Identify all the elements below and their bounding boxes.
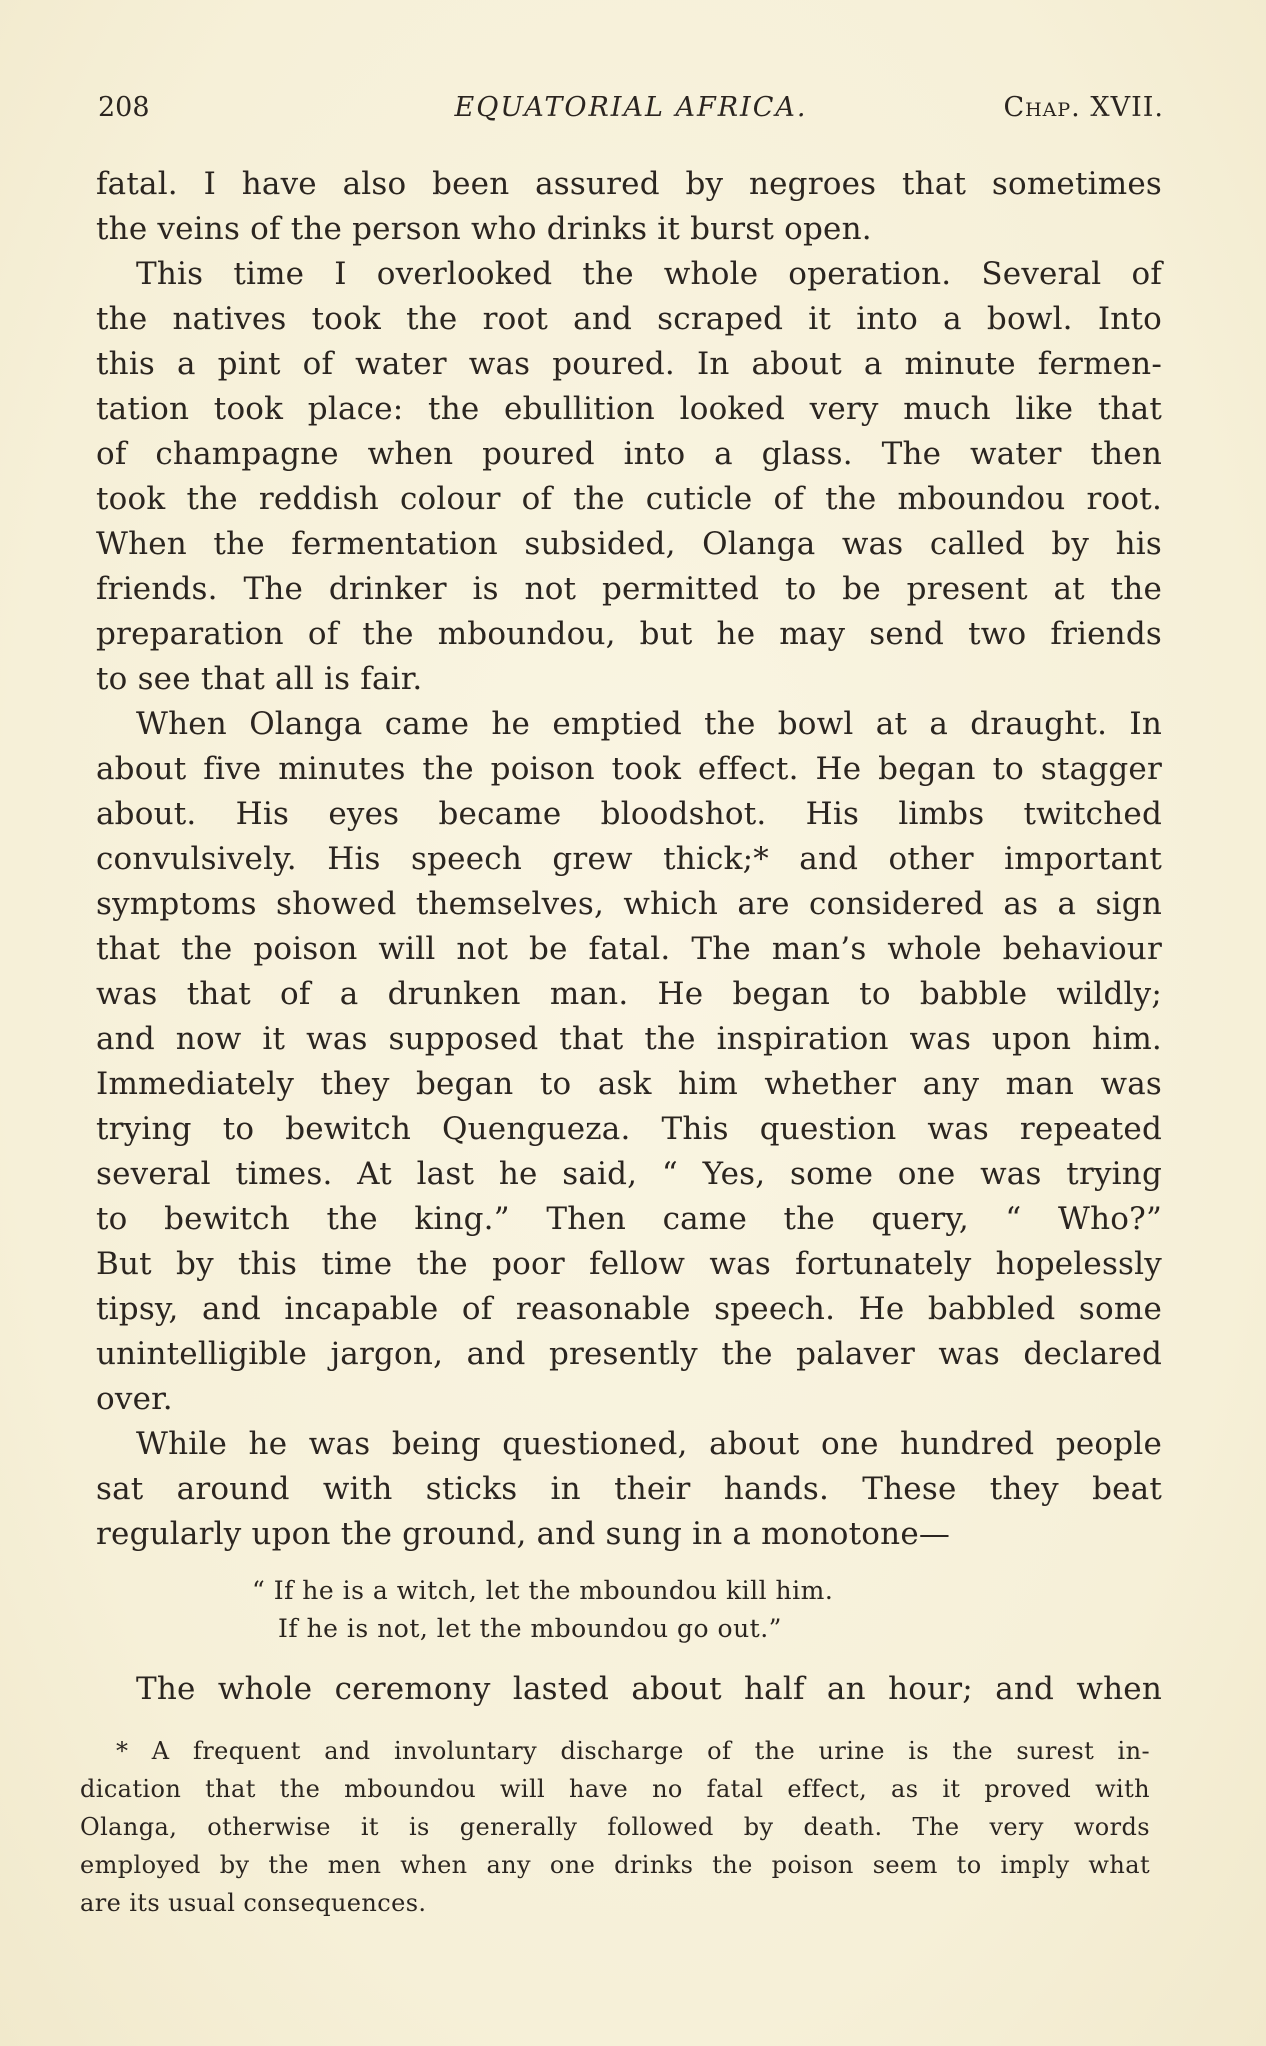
text-line: fatal. I have also been assured by negroes that sometimes	[96, 166, 1162, 202]
text-line: When Olanga came he emptied the bowl at a draught. In	[136, 706, 1162, 742]
text-line: to bewitch the king.” Then came the query, “ Who?”	[96, 1201, 1162, 1237]
footnote-line: employed by the men when any one drinks the poison seem to imply what	[80, 1851, 1150, 1879]
footnote-line: dication that the mboundou will have no fatal effect, as it proved with	[80, 1775, 1150, 1803]
text-line: When the fermentation subsided, Olanga was called by his	[96, 526, 1162, 562]
text-line: took the reddish colour of the cuticle of the mboundou root.	[96, 481, 1162, 517]
text-line: The whole ceremony lasted about half an hour; and when	[136, 1671, 1162, 1707]
text-line: over.	[96, 1381, 173, 1417]
verse-line: “ If he is a witch, let the mboundou kill him.	[252, 1576, 834, 1605]
text-line: friends. The drinker is not permitted to be present at the	[96, 571, 1162, 607]
text-line: about five minutes the poison took effect. He began to stagger	[96, 751, 1162, 787]
text-line: was that of a drunken man. He began to babble wildly;	[96, 976, 1162, 1012]
text-line: This time I overlooked the whole operation. Several of	[136, 256, 1162, 292]
text-line: the natives took the root and scraped it into a bowl. Into	[96, 301, 1162, 337]
text-line: tipsy, and incapable of reasonable speech. He babbled some	[96, 1291, 1162, 1327]
chapter-label: Chap. XVII.	[1003, 92, 1164, 123]
text-line: convulsively. His speech grew thick;* and other important	[96, 841, 1162, 877]
text-line: and now it was supposed that the inspiration was upon him.	[96, 1021, 1162, 1057]
text-line: preparation of the mboundou, but he may send two friends	[96, 616, 1162, 652]
verse-line: If he is not, let the mboundou go out.”	[278, 1614, 782, 1643]
footnote	[80, 1732, 1150, 1922]
page-number: 208	[98, 92, 150, 123]
text-line: unintelligible jargon, and presently the palaver was declared	[96, 1336, 1162, 1372]
text-line: about. His eyes became bloodshot. His limbs twitched	[96, 796, 1162, 832]
text-line: sat around with sticks in their hands. These they beat	[96, 1471, 1162, 1507]
text-line: But by this time the poor fellow was fortunately hopelessly	[96, 1246, 1162, 1282]
running-header	[98, 92, 1164, 136]
text-line: several times. At last he said, “ Yes, some one was trying	[96, 1156, 1162, 1192]
text-line: this a pint of water was poured. In about a minute fermen-	[96, 346, 1162, 382]
text-line: of champagne when poured into a glass. The water then	[96, 436, 1162, 472]
verse-quote	[252, 1572, 1052, 1648]
footnote-line: Olanga, otherwise it is generally followed by death. The very words	[80, 1813, 1150, 1841]
text-line: the veins of the person who drinks it burst open.	[96, 211, 872, 247]
text-line: While he was being questioned, about one hundred people	[136, 1426, 1162, 1462]
footnote-line: are its usual consequences.	[80, 1889, 427, 1917]
running-title: EQUATORIAL AFRICA.	[454, 92, 808, 123]
main-text	[96, 162, 1162, 1557]
text-line: that the poison will not be fatal. The man’s whole behaviour	[96, 931, 1162, 967]
text-line: symptoms showed themselves, which are considered as a sign	[96, 886, 1162, 922]
text-line: tation took place: the ebullition looked very much like that	[96, 391, 1162, 427]
text-line: Immediately they began to ask him whether any man was	[96, 1066, 1162, 1102]
text-line: regularly upon the ground, and sung in a monotone—	[96, 1516, 951, 1552]
footnote-line: * A frequent and involuntary discharge of the urine is the surest in-	[116, 1737, 1150, 1765]
text-line: trying to bewitch Quengueza. This question was repeated	[96, 1111, 1162, 1147]
continuation-text	[96, 1667, 1162, 1712]
text-line: to see that all is fair.	[96, 661, 423, 697]
